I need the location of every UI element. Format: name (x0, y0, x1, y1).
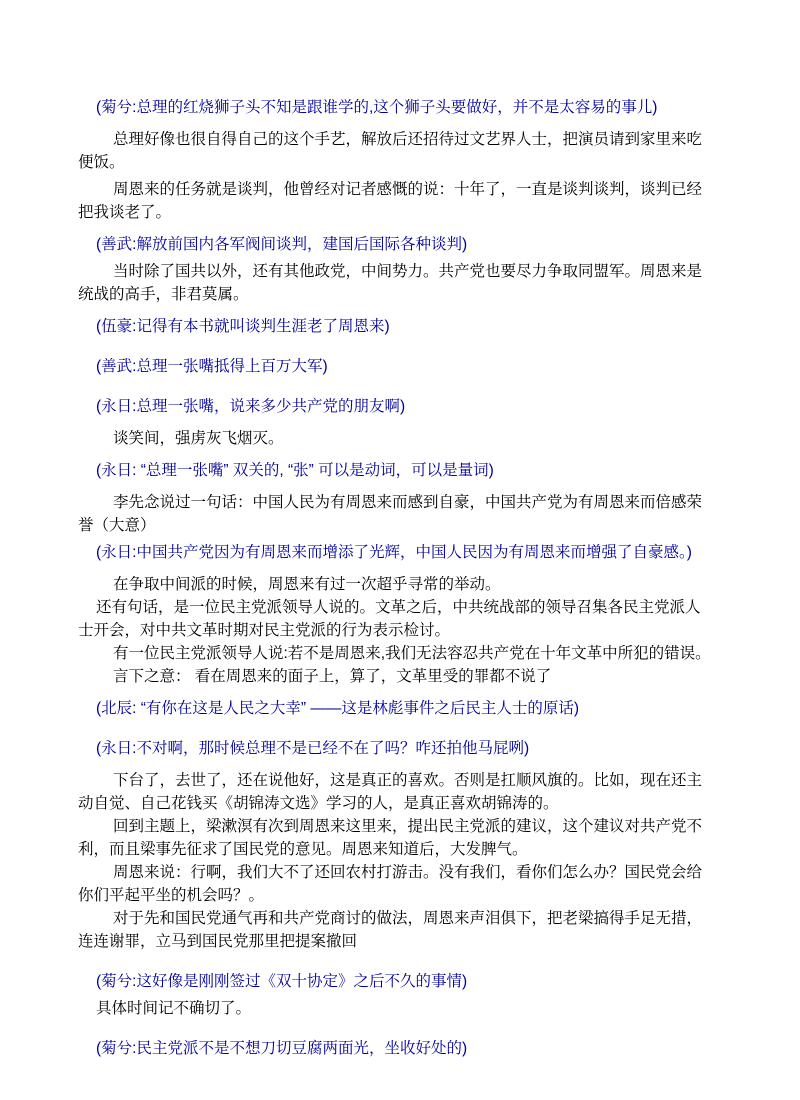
comment-paragraph: (永日:中国共产党因为有周恩来而增添了光辉，中国人民因为有周恩来而增强了自豪感。) (96, 544, 692, 561)
comment-paragraph: (善武:解放前国内各军阀间谈判，建国后国际各种谈判) (96, 236, 468, 253)
body-paragraph: 言下之意： 看在周恩来的面子上，算了，文革里受的罪都不说了 (113, 668, 552, 685)
comment-paragraph: (永日: “总理一张嘴” 双关的, “张” 可以是动词，可以是量词) (96, 462, 494, 479)
body-paragraph: 周恩来说：行啊，我们大不了还回农村打游击。没有我们，看你们怎么办？国民党会给你们平起平坐的机会吗？。 (78, 864, 703, 904)
body-paragraph: 周恩来的任务就是谈判，他曾经对记者感慨的说：十年了，一直是谈判谈判，谈判已经把我谈老了。 (78, 181, 703, 221)
comment-paragraph: (菊兮:民主党派不是不想刀切豆腐两面光，坐收好处的) (96, 1040, 468, 1057)
body-paragraph: 李先念说过一句话：中国人民为有周恩来而感到自豪，中国共产党为有周恩来而倍感荣誉（大意） (78, 494, 703, 534)
comment-paragraph: (善武:总理一张嘴抵得上百万大军) (96, 358, 328, 375)
body-paragraph: 对于先和国民党通气再和共产党商讨的做法，周恩来声泪俱下，把老梁搞得手足无措，连连谢罪，立马到国民党那里把提案撤回 (78, 910, 703, 950)
document-body (78, 96, 714, 1060)
comment-paragraph: (伍豪:记得有本书就叫谈判生涯老了周恩来) (96, 318, 390, 335)
body-paragraph: 总理好像也很自得自己的这个手艺，解放后还招待过文艺界人士，把演员请到家里来吃便饭。 (78, 131, 703, 171)
comment-paragraph: (北辰: “有你在这是人民之大幸” ——这是林彪事件之后民主人士的原话) (96, 700, 580, 717)
body-paragraph: 在争取中间派的时候，周恩来有过一次超乎寻常的举动。 (113, 576, 501, 593)
comment-paragraph: (永日:总理一张嘴，说来多少共产党的朋友啊) (96, 398, 406, 415)
body-paragraph: 有一位民主党派领导人说:若不是周恩来,我们无法容忍共产党在十年文革中所犯的错误。 (113, 645, 711, 662)
body-paragraph: 谈笑间，强虏灰飞烟灭。 (113, 430, 284, 447)
body-paragraph: 下台了，去世了，还在说他好，这是真正的喜欢。否则是扛顺风旗的。比如，现在还主动自觉、自己花钱买《胡锦涛文选》学习的人，是真正喜欢胡锦涛的。 (78, 772, 703, 812)
body-paragraph: 还有句话，是一位民主党派领导人说的。文革之后，中共统战部的领导召集各民主党派人士开会，对中共文革时期对民主党派的行为表示检讨。 (78, 599, 701, 639)
body-paragraph: 具体时间记不确切了。 (96, 1000, 252, 1017)
body-paragraph: 回到主题上，梁漱溟有次到周恩来这里来，提出民主党派的建议，这个建议对共产党不利，而且梁事先征求了国民党的意见。周恩来知道后，大发脾气。 (78, 818, 703, 858)
comment-paragraph: (菊兮:这好像是刚刚签过《双十协定》之后不久的事情) (96, 973, 468, 990)
body-paragraph: 当时除了国共以外，还有其他政党，中间势力。共产党也要尽力争取同盟军。周恩来是统战的高手，非君莫属。 (78, 263, 703, 303)
comment-paragraph: (永日:不对啊，那时候总理不是已经不在了吗？咋还拍他马屁咧) (96, 740, 530, 757)
comment-paragraph: (菊兮:总理的红烧狮子头不知是跟谁学的,这个狮子头要做好，并不是太容易的事儿) (96, 99, 658, 116)
